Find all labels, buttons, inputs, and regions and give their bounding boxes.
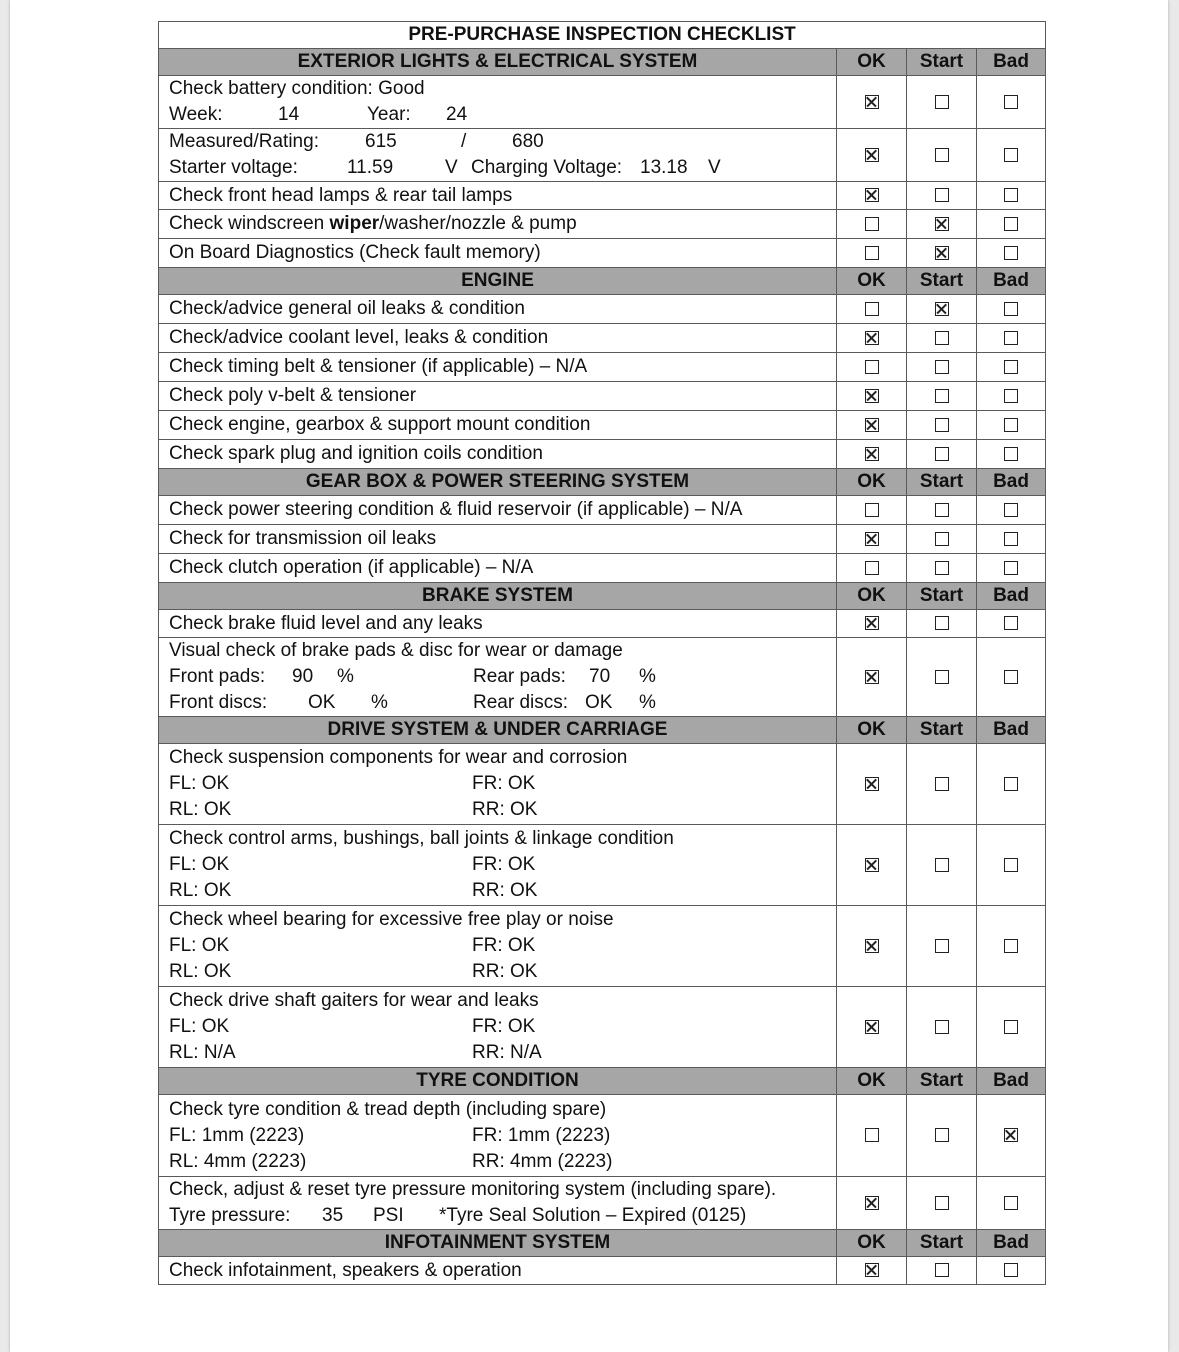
checkbox-bad[interactable] <box>977 182 1046 210</box>
drive-item-label: Check drive shaft gaiters for wear and leaks <box>169 990 539 1011</box>
item-gearbox: Check clutch operation (if applicable) – N/A <box>159 554 837 583</box>
empty-box-icon <box>935 1263 949 1277</box>
checkbox-ok[interactable] <box>837 1177 907 1230</box>
empty-box-icon <box>935 1020 949 1034</box>
empty-box-icon <box>1004 561 1018 575</box>
item-tpms <box>159 1177 837 1230</box>
checkbox-bad[interactable] <box>977 525 1046 554</box>
col-header-ok: OK <box>837 268 907 295</box>
checkbox-start[interactable] <box>907 129 977 182</box>
item-engine: Check timing belt & tensioner (if applicable) – N/A <box>159 353 837 382</box>
empty-box-icon <box>865 503 879 517</box>
rating-value: 680 <box>512 131 544 152</box>
checklist-row-engine <box>159 440 1046 469</box>
checkbox-ok[interactable] <box>837 906 907 987</box>
checkbox-bad[interactable] <box>977 353 1046 382</box>
checkbox-start[interactable] <box>907 210 977 239</box>
checkbox-bad[interactable] <box>977 906 1046 987</box>
checkbox-start[interactable] <box>907 610 977 638</box>
checkbox-bad[interactable] <box>977 610 1046 638</box>
year-value: 24 <box>446 104 468 125</box>
empty-box-icon <box>1004 1020 1018 1034</box>
col-header-bad: Bad <box>977 469 1046 496</box>
measured-slash: / <box>461 131 467 152</box>
checkbox-bad[interactable] <box>977 324 1046 353</box>
tyre-rl: RL: 4mm (2223) <box>169 1150 307 1172</box>
checklist-row-gearbox <box>159 525 1046 554</box>
empty-box-icon <box>865 360 879 374</box>
charging-voltage-value: 13.18 <box>640 157 688 178</box>
checkbox-bad[interactable] <box>977 554 1046 583</box>
tyre-seal-note: *Tyre Seal Solution – Expired (0125) <box>439 1205 747 1226</box>
checkbox-ok[interactable] <box>837 987 907 1068</box>
wiper-text-pre: Check windscreen <box>169 213 330 234</box>
checkbox-bad[interactable] <box>977 1257 1046 1285</box>
checkbox-bad[interactable] <box>977 987 1046 1068</box>
checked-box-icon <box>935 302 949 316</box>
checkbox-bad[interactable] <box>977 210 1046 239</box>
item-infotainment: Check infotainment, speakers & operation <box>159 1257 837 1285</box>
checklist-row-drive <box>159 987 1046 1068</box>
col-header-ok: OK <box>837 469 907 496</box>
drive-item-label: Check suspension components for wear and corrosion <box>169 747 628 768</box>
checkbox-start[interactable] <box>907 525 977 554</box>
wheel-fr: FR: OK <box>472 854 536 875</box>
wheel-rr: RR: OK <box>472 880 538 901</box>
checked-box-icon <box>865 389 879 403</box>
checked-box-icon <box>865 939 879 953</box>
col-header-bad: Bad <box>977 717 1046 744</box>
empty-box-icon <box>1004 858 1018 872</box>
checkbox-start[interactable] <box>907 906 977 987</box>
tyre-pressure-label: Tyre pressure: <box>169 1205 291 1226</box>
checklist-row-drive <box>159 906 1046 987</box>
item-voltage <box>159 129 837 182</box>
charging-voltage-unit: V <box>708 157 721 178</box>
wheel-fl: FL: OK <box>169 773 230 794</box>
empty-box-icon <box>1004 360 1018 374</box>
col-header-start: Start <box>907 469 977 496</box>
checked-box-icon <box>865 418 879 432</box>
checked-box-icon <box>865 1263 879 1277</box>
checkbox-start[interactable] <box>907 1257 977 1285</box>
section-title-tyre: TYRE CONDITION <box>159 1068 837 1095</box>
year-label: Year: <box>367 104 411 125</box>
drive-item-label: Check wheel bearing for excessive free play or noise <box>169 909 614 930</box>
col-header-start: Start <box>907 49 977 76</box>
item-engine: Check spark plug and ignition coils condition <box>159 440 837 469</box>
checklist-row-lamps <box>159 182 1046 210</box>
measured-value: 615 <box>365 131 397 152</box>
checkbox-ok[interactable] <box>837 1095 907 1177</box>
checkbox-ok[interactable] <box>837 295 907 324</box>
front-pads-value: 90 <box>292 666 314 687</box>
rear-discs-unit: % <box>639 692 656 713</box>
empty-box-icon <box>1004 418 1018 432</box>
checked-box-icon <box>865 858 879 872</box>
item-wiper <box>159 210 837 239</box>
checklist-row-brake-pads <box>159 638 1046 717</box>
section-header-tyre <box>159 1068 1046 1095</box>
item-lamps: Check front head lamps & rear tail lamps <box>159 182 837 210</box>
item-brake-fluid: Check brake fluid level and any leaks <box>159 610 837 638</box>
empty-box-icon <box>935 188 949 202</box>
empty-box-icon <box>1004 616 1018 630</box>
section-title-brake: BRAKE SYSTEM <box>159 583 837 610</box>
wheel-rr: RR: OK <box>472 799 538 820</box>
checklist-row-drive <box>159 744 1046 825</box>
rear-discs-value: OK <box>585 692 613 713</box>
checkbox-start[interactable] <box>907 496 977 525</box>
checklist-row-engine <box>159 353 1046 382</box>
week-label: Week: <box>169 104 223 125</box>
checklist-row-obd <box>159 239 1046 268</box>
checkbox-ok[interactable] <box>837 825 907 906</box>
section-header-brake <box>159 583 1046 610</box>
checklist-row-gearbox <box>159 554 1046 583</box>
checkbox-ok[interactable] <box>837 129 907 182</box>
col-header-ok: OK <box>837 1230 907 1257</box>
col-header-start: Start <box>907 1068 977 1095</box>
checked-box-icon <box>865 1196 879 1210</box>
wheel-fr: FR: OK <box>472 935 536 956</box>
checkbox-start[interactable] <box>907 411 977 440</box>
checkbox-start[interactable] <box>907 440 977 469</box>
checkbox-ok[interactable] <box>837 76 907 129</box>
checkbox-start[interactable] <box>907 1177 977 1230</box>
empty-box-icon <box>935 148 949 162</box>
tyre-fr: FR: 1mm (2223) <box>472 1124 611 1146</box>
empty-box-icon <box>1004 1263 1018 1277</box>
checklist-row-engine <box>159 295 1046 324</box>
checkbox-bad[interactable] <box>977 411 1046 440</box>
checklist-title: PRE-PURCHASE INSPECTION CHECKLIST <box>159 22 1046 49</box>
drive-item-label: Check control arms, bushings, ball joints & linkage condition <box>169 828 674 849</box>
rear-pads-label: Rear pads: <box>473 666 566 687</box>
checked-box-icon <box>865 95 879 109</box>
empty-box-icon <box>1004 532 1018 546</box>
checkbox-ok[interactable] <box>837 440 907 469</box>
empty-box-icon <box>1004 1196 1018 1210</box>
tyre-fl: FL: 1mm (2223) <box>169 1124 305 1146</box>
checklist-row-engine <box>159 324 1046 353</box>
empty-box-icon <box>935 939 949 953</box>
checklist-row-engine <box>159 382 1046 411</box>
empty-box-icon <box>1004 777 1018 791</box>
checked-box-icon <box>865 532 879 546</box>
document-page <box>10 0 1168 1352</box>
rear-pads-unit: % <box>639 666 656 687</box>
checkbox-bad[interactable] <box>977 1177 1046 1230</box>
checklist-row-battery <box>159 76 1046 129</box>
tyre-tread-label: Check tyre condition & tread depth (including spare) <box>169 1098 607 1120</box>
item-drive <box>159 825 837 906</box>
checkbox-ok[interactable] <box>837 182 907 210</box>
empty-box-icon <box>1004 217 1018 231</box>
wiper-text-bold: wiper <box>329 213 380 234</box>
empty-box-icon <box>935 360 949 374</box>
wheel-rl: RL: OK <box>169 880 232 901</box>
inspection-checklist-table <box>158 21 1046 1285</box>
tyre-rr: RR: 4mm (2223) <box>472 1150 613 1172</box>
empty-box-icon <box>935 331 949 345</box>
checked-box-icon <box>1004 1128 1018 1142</box>
checkbox-bad[interactable] <box>977 496 1046 525</box>
item-engine: Check/advice general oil leaks & condition <box>159 295 837 324</box>
checkbox-ok[interactable] <box>837 324 907 353</box>
checkbox-bad[interactable] <box>977 382 1046 411</box>
checkbox-bad[interactable] <box>977 638 1046 717</box>
section-header-engine <box>159 268 1046 295</box>
empty-box-icon <box>1004 670 1018 684</box>
section-header-exterior <box>159 49 1046 76</box>
checkbox-start[interactable] <box>907 382 977 411</box>
checkbox-bad[interactable] <box>977 440 1046 469</box>
item-battery <box>159 76 837 129</box>
section-title-infotainment: INFOTAINMENT SYSTEM <box>159 1230 837 1257</box>
checked-box-icon <box>865 777 879 791</box>
empty-box-icon <box>1004 939 1018 953</box>
checkbox-start[interactable] <box>907 353 977 382</box>
checkbox-ok[interactable] <box>837 610 907 638</box>
rear-discs-label: Rear discs: <box>473 692 569 713</box>
checkbox-start[interactable] <box>907 554 977 583</box>
section-title-engine: ENGINE <box>159 268 837 295</box>
starter-voltage-value: 11.59 <box>347 157 394 178</box>
empty-box-icon <box>1004 246 1018 260</box>
col-header-start: Start <box>907 1230 977 1257</box>
section-title-drive: DRIVE SYSTEM & UNDER CARRIAGE <box>159 717 837 744</box>
item-engine: Check poly v-belt & tensioner <box>159 382 837 411</box>
starter-voltage-unit: V <box>445 157 458 178</box>
checklist-row-drive <box>159 825 1046 906</box>
empty-box-icon <box>1004 148 1018 162</box>
col-header-start: Start <box>907 717 977 744</box>
checkbox-bad[interactable] <box>977 76 1046 129</box>
section-header-gearbox <box>159 469 1046 496</box>
col-header-start: Start <box>907 583 977 610</box>
empty-box-icon <box>935 503 949 517</box>
checklist-row-brake-fluid <box>159 610 1046 638</box>
checkbox-ok[interactable] <box>837 554 907 583</box>
col-header-bad: Bad <box>977 49 1046 76</box>
item-drive <box>159 744 837 825</box>
checkbox-ok[interactable] <box>837 239 907 268</box>
checklist-title-row <box>159 22 1046 49</box>
item-engine: Check/advice coolant level, leaks & condition <box>159 324 837 353</box>
checklist-row-tyre-tread <box>159 1095 1046 1177</box>
wheel-fl: FL: OK <box>169 1016 230 1037</box>
empty-box-icon <box>865 561 879 575</box>
checkbox-ok[interactable] <box>837 210 907 239</box>
checkbox-start[interactable] <box>907 324 977 353</box>
checkbox-ok[interactable] <box>837 638 907 717</box>
battery-condition-label: Check battery condition: Good <box>169 78 425 99</box>
checklist-row-voltage <box>159 129 1046 182</box>
checked-box-icon <box>935 217 949 231</box>
empty-box-icon <box>935 561 949 575</box>
empty-box-icon <box>1004 331 1018 345</box>
col-header-ok: OK <box>837 583 907 610</box>
col-header-ok: OK <box>837 717 907 744</box>
checkbox-bad[interactable] <box>977 1095 1046 1177</box>
front-discs-label: Front discs: <box>169 692 268 713</box>
front-pads-unit: % <box>337 666 354 687</box>
checkbox-start[interactable] <box>907 182 977 210</box>
empty-box-icon <box>1004 302 1018 316</box>
empty-box-icon <box>1004 188 1018 202</box>
wheel-rl: RL: N/A <box>169 1042 236 1063</box>
empty-box-icon <box>935 532 949 546</box>
checkbox-start[interactable] <box>907 825 977 906</box>
starter-voltage-label: Starter voltage: <box>169 157 298 178</box>
tyre-pressure-value: 35 <box>322 1205 344 1226</box>
item-drive <box>159 987 837 1068</box>
empty-box-icon <box>865 1128 879 1142</box>
checklist-row-gearbox <box>159 496 1046 525</box>
wheel-fl: FL: OK <box>169 854 230 875</box>
empty-box-icon <box>935 777 949 791</box>
empty-box-icon <box>935 670 949 684</box>
front-discs-unit: % <box>371 692 388 713</box>
checkbox-bad[interactable] <box>977 295 1046 324</box>
checkbox-ok[interactable] <box>837 525 907 554</box>
empty-box-icon <box>1004 95 1018 109</box>
item-gearbox: Check power steering condition & fluid reservoir (if applicable) – N/A <box>159 496 837 525</box>
brake-pads-label: Visual check of brake pads & disc for wear or damage <box>169 640 623 661</box>
item-gearbox: Check for transmission oil leaks <box>159 525 837 554</box>
empty-box-icon <box>935 616 949 630</box>
section-header-infotainment <box>159 1230 1046 1257</box>
checkbox-ok[interactable] <box>837 353 907 382</box>
empty-box-icon <box>935 389 949 403</box>
checked-box-icon <box>865 670 879 684</box>
wheel-fr: FR: OK <box>472 1016 536 1037</box>
empty-box-icon <box>1004 503 1018 517</box>
col-header-bad: Bad <box>977 583 1046 610</box>
checklist-row-infotainment <box>159 1257 1046 1285</box>
item-brake-pads <box>159 638 837 717</box>
checkbox-bad[interactable] <box>977 825 1046 906</box>
empty-box-icon <box>935 447 949 461</box>
item-drive <box>159 906 837 987</box>
measured-rating-label: Measured/Rating: <box>169 131 319 152</box>
checkbox-start[interactable] <box>907 295 977 324</box>
checked-box-icon <box>865 447 879 461</box>
col-header-start: Start <box>907 268 977 295</box>
checkbox-start[interactable] <box>907 744 977 825</box>
checklist-row-engine <box>159 411 1046 440</box>
section-header-drive <box>159 717 1046 744</box>
col-header-bad: Bad <box>977 268 1046 295</box>
checkbox-ok[interactable] <box>837 496 907 525</box>
checked-box-icon <box>935 246 949 260</box>
wheel-rr: RR: OK <box>472 961 538 982</box>
item-tyre-tread <box>159 1095 837 1177</box>
section-title-gearbox: GEAR BOX & POWER STEERING SYSTEM <box>159 469 837 496</box>
checked-box-icon <box>865 1020 879 1034</box>
tpms-label: Check, adjust & reset tyre pressure monitoring system (including spare). <box>169 1179 777 1200</box>
checkbox-start[interactable] <box>907 76 977 129</box>
empty-box-icon <box>865 246 879 260</box>
checkbox-ok[interactable] <box>837 1257 907 1285</box>
col-header-ok: OK <box>837 1068 907 1095</box>
col-header-bad: Bad <box>977 1230 1046 1257</box>
empty-box-icon <box>935 95 949 109</box>
checked-box-icon <box>865 188 879 202</box>
wheel-fl: FL: OK <box>169 935 230 956</box>
checkbox-start[interactable] <box>907 638 977 717</box>
checkbox-bad[interactable] <box>977 129 1046 182</box>
empty-box-icon <box>935 858 949 872</box>
wheel-rl: RL: OK <box>169 961 232 982</box>
checked-box-icon <box>865 616 879 630</box>
checkbox-start[interactable] <box>907 1095 977 1177</box>
checkbox-bad[interactable] <box>977 744 1046 825</box>
empty-box-icon <box>865 302 879 316</box>
checkbox-bad[interactable] <box>977 239 1046 268</box>
item-obd: On Board Diagnostics (Check fault memory) <box>159 239 837 268</box>
front-pads-label: Front pads: <box>169 666 266 687</box>
checklist-row-wiper <box>159 210 1046 239</box>
empty-box-icon <box>1004 389 1018 403</box>
empty-box-icon <box>935 418 949 432</box>
wheel-rr: RR: N/A <box>472 1042 542 1063</box>
empty-box-icon <box>935 1196 949 1210</box>
empty-box-icon <box>935 1128 949 1142</box>
empty-box-icon <box>865 217 879 231</box>
section-title-exterior: EXTERIOR LIGHTS & ELECTRICAL SYSTEM <box>159 49 837 76</box>
checked-box-icon <box>865 148 879 162</box>
checkbox-ok[interactable] <box>837 382 907 411</box>
front-discs-value: OK <box>308 692 336 713</box>
empty-box-icon <box>1004 447 1018 461</box>
checkbox-start[interactable] <box>907 987 977 1068</box>
checklist-row-tpms <box>159 1177 1046 1230</box>
tyre-pressure-unit: PSI <box>373 1205 404 1226</box>
checkbox-ok[interactable] <box>837 744 907 825</box>
rear-pads-value: 70 <box>589 666 611 687</box>
wheel-rl: RL: OK <box>169 799 232 820</box>
week-value: 14 <box>278 104 300 125</box>
item-engine: Check engine, gearbox & support mount condition <box>159 411 837 440</box>
checkbox-start[interactable] <box>907 239 977 268</box>
checked-box-icon <box>865 331 879 345</box>
wiper-text-post: /washer/nozzle & pump <box>379 213 577 234</box>
checkbox-ok[interactable] <box>837 411 907 440</box>
col-header-ok: OK <box>837 49 907 76</box>
col-header-bad: Bad <box>977 1068 1046 1095</box>
wheel-fr: FR: OK <box>472 773 536 794</box>
charging-voltage-label: Charging Voltage: <box>471 157 623 178</box>
